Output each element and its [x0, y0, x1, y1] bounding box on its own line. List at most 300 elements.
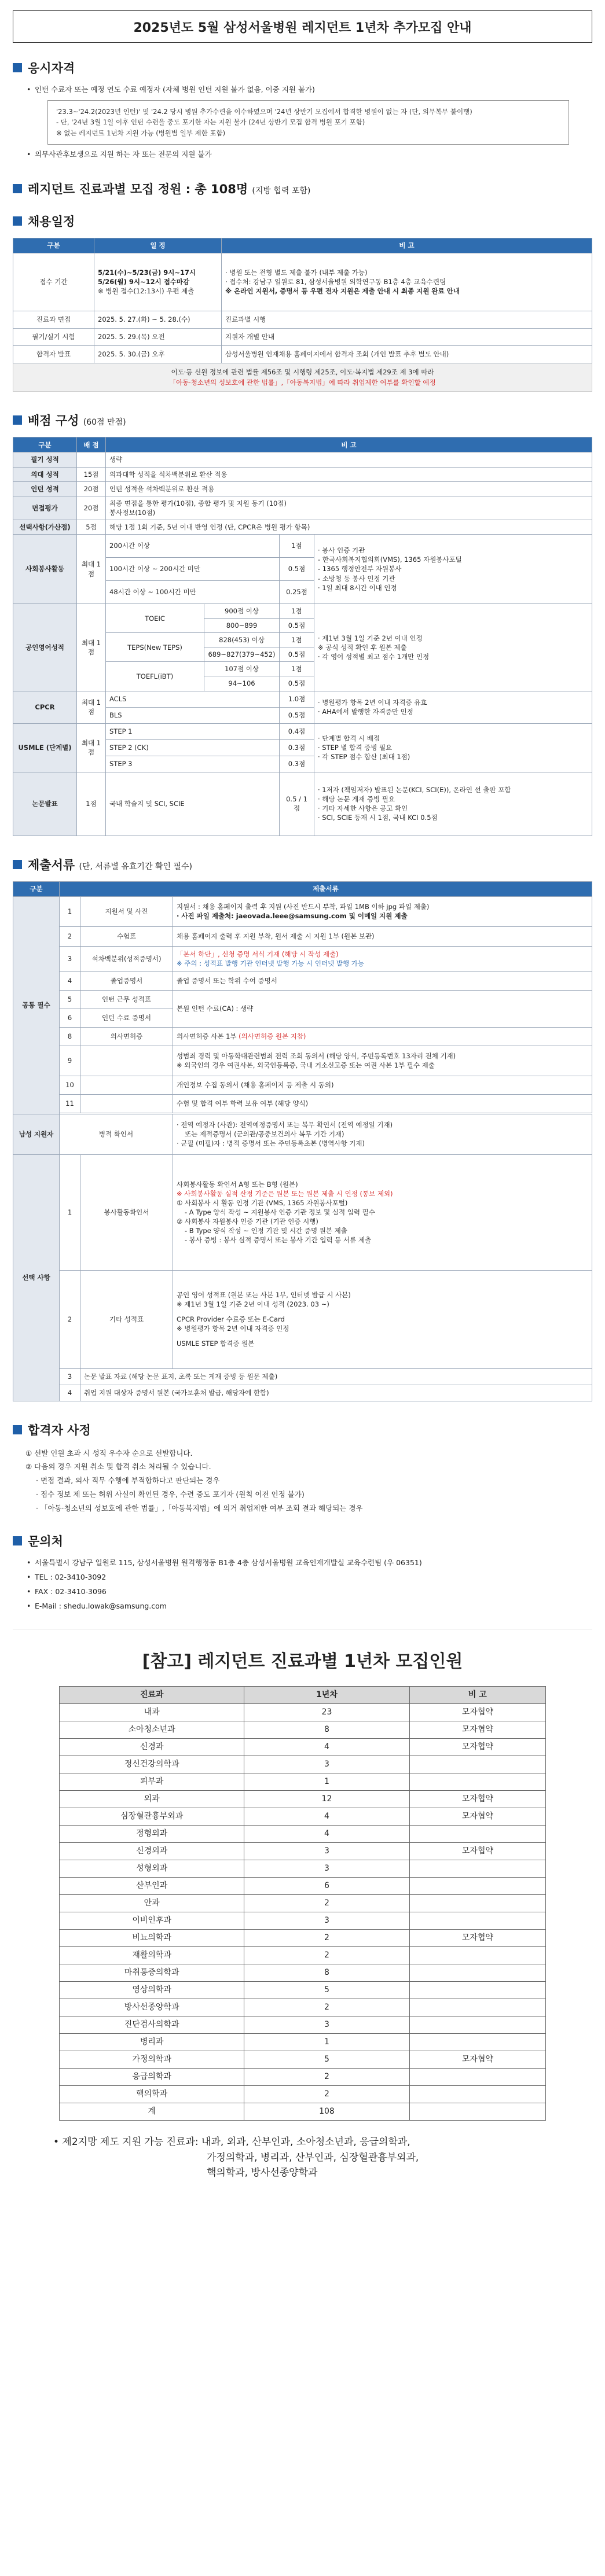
note-line: · 1저자 (책임저자) 발표된 논문(KCI, SCI(E)), 온라인 선 출판 포함 — [318, 785, 511, 794]
table-row — [60, 2103, 546, 2121]
test-name: TOEFL(iBT) — [106, 662, 204, 691]
row-date — [94, 253, 222, 311]
table-header: 구분 — [13, 437, 77, 452]
selection-line: ① 선발 인원 초과 시 성적 우수자 순으로 선발합니다. — [25, 1448, 193, 1458]
criteria: 200시간 이상 — [106, 535, 280, 558]
dept-name: 응급의학과 — [60, 2069, 244, 2086]
gap — [177, 1309, 588, 1315]
table-row — [13, 1270, 592, 1368]
table-row — [60, 1999, 546, 2016]
table-row — [13, 896, 592, 926]
detail-line: - 봉사 증빙 : 봉사 실적 증명서 또는 봉사 기간 입력 등 서류 제출 — [185, 1236, 372, 1245]
table-row — [60, 2069, 546, 2086]
table-row — [13, 990, 592, 1009]
detail-line: 공인 영어 성적표 (원본 또는 사본 1부, 인터넷 발급 시 사본) — [177, 1290, 351, 1299]
item-number: 2 — [60, 1270, 80, 1368]
item-title: 석차백분위(성적증명서) — [80, 946, 173, 971]
item-detail: 논문 발표 자료 (해당 논문 표지, 초록 또는 게재 증빙 등 원문 제출) — [80, 1368, 592, 1385]
row-label: 진료과 면접 — [13, 311, 94, 328]
scoring-note: (60점 만점) — [83, 418, 126, 428]
remark — [409, 1756, 545, 1773]
row-note: 의과대학 성적을 석차백분위로 환산 적용 — [106, 467, 592, 481]
row-label: 합격자 발표 — [13, 345, 94, 363]
detail-line: ※ 병원평가 항목 2년 이내 자격증 인정 — [177, 1324, 289, 1333]
first-year-count: 3 — [244, 2016, 410, 2034]
remark — [409, 2034, 545, 2051]
row-note: 생략 — [106, 452, 592, 467]
row-note: 인턴 성적을 석차백분위로 환산 적용 — [106, 481, 592, 496]
first-year-count: 108 — [244, 2103, 410, 2121]
item-number: 6 — [60, 1009, 80, 1027]
row-note: 지원자 개별 안내 — [222, 328, 592, 345]
section-title: 합격자 사정 — [28, 1423, 91, 1437]
table-row — [60, 1843, 546, 1860]
points: 1점 — [280, 604, 314, 619]
table-header: 구분 — [13, 881, 60, 896]
table-row — [60, 1773, 546, 1791]
item-detail: 개인정보 수집 동의서 (채용 홈페이지 등 제출 시 동의) — [173, 1076, 592, 1094]
first-year-count: 3 — [244, 1860, 410, 1878]
dept-name: 내과 — [60, 1704, 244, 1721]
note-line: · 접수처: 강남구 일원로 81, 삼성서울병원 의학연구동 B1층 4층 교육수련팀 — [225, 278, 446, 286]
detail-line: - B Type 양식 작성 ~ 인정 기관 및 시간 증명 원본 제출 — [185, 1227, 347, 1235]
table-row — [13, 253, 592, 311]
remark — [409, 1947, 545, 1964]
section-quota — [13, 180, 592, 197]
dept-name: 재활의학과 — [60, 1947, 244, 1964]
dept-name: 핵의학과 — [60, 2086, 244, 2103]
square-bullet-icon — [13, 184, 22, 193]
table-header: 배 점 — [77, 437, 106, 452]
scoring-title: 배점 구성 — [28, 414, 79, 428]
section-title — [28, 411, 126, 429]
points: 1점 — [280, 633, 314, 647]
dept-name: 마취통증의학과 — [60, 1964, 244, 1982]
square-bullet-icon — [13, 63, 22, 72]
row-label: 면접평가 — [13, 496, 77, 520]
table-header: 비 고 — [222, 238, 592, 253]
table-row — [13, 520, 592, 534]
table-row — [13, 1385, 592, 1401]
row-note — [314, 723, 592, 772]
box-line: '23.3~'24.2(2023년 인턴)' 및 '24.2 당시 병원 추가수련을 이수하였으며 '24년 상반기 모집에서 합격한 병원이 없는 자 (단, 의무복무 불이행) — [56, 107, 472, 116]
row-score: 최대 1점 — [77, 535, 106, 604]
row-note — [314, 691, 592, 723]
dept-name: 산부인과 — [60, 1878, 244, 1895]
eligibility-list-2 — [13, 149, 592, 160]
criteria: STEP 3 — [106, 756, 280, 772]
criteria: 900점 이상 — [204, 604, 280, 619]
item-detail — [173, 1154, 592, 1270]
remark — [409, 1964, 545, 1982]
item-detail — [173, 896, 592, 926]
row-score: 최대 1점 — [77, 604, 106, 691]
table-row — [60, 1860, 546, 1878]
note-line: · 1일 최대 8시간 이내 인정 — [318, 583, 397, 592]
table-row — [60, 1895, 546, 1912]
detail-line: 성범죄 경력 및 아동학대관련범죄 전력 조회 동의서 (해당 양식, 주민등록번호 13자리 전체 기재) — [177, 1051, 456, 1060]
row-note: 삼성서울병원 인재채용 홈페이지에서 합격자 조회 (개인 발표 추후 별도 안내) — [222, 345, 592, 363]
selection-line: · 「아동·청소년의 성보호에 관한 법률」,「아동복지법」에 의거 취업제한 여부 조회 결과 해당되는 경우 — [36, 1503, 363, 1513]
item-detail: 수험 및 합격 여부 학력 보유 여부 (해당 양식) — [173, 1094, 592, 1113]
detail-line: ※ 제1년 3월 1일 기준 2년 이내 성적 (2023. 03 ~) — [177, 1300, 329, 1308]
item-title — [80, 1094, 173, 1113]
points: 0.5점 — [280, 707, 314, 723]
note-line: · 기타 자세한 사항은 공고 확인 — [318, 804, 408, 813]
table-row — [60, 1947, 546, 1964]
criteria: STEP 1 — [106, 723, 280, 739]
remark — [409, 1999, 545, 2016]
points: 0.5점 — [280, 676, 314, 691]
row-label: CPCR — [13, 691, 77, 723]
table-row — [13, 1046, 592, 1076]
dept-name: 피부과 — [60, 1773, 244, 1791]
selection-line: · 접수 정보 제 또는 허위 사실이 확인된 경우, 수련 중도 포기자 (원칙 이전 인정 불가) — [36, 1489, 305, 1499]
detail-line: · 군필 (미필)자 : 병적 증명서 또는 주민등록초본 (병역사항 기재) — [177, 1139, 365, 1148]
detail-line: CPCR Provider 수료증 또는 E-Card — [177, 1315, 285, 1324]
table-row — [13, 345, 592, 363]
square-bullet-icon — [13, 1536, 22, 1545]
table-row — [13, 723, 592, 739]
note-line: · 각 영어 성적별 최고 점수 1개만 인정 — [318, 652, 430, 661]
foot-line: 가정의학과, 병리과, 산부인과, 심장혈관흉부외과, — [207, 2151, 419, 2163]
dept-name: 이비인후과 — [60, 1912, 244, 1930]
contact-fax: • FAX : 02-3410-3096 — [27, 1587, 592, 1598]
table-header: 구분 — [13, 238, 94, 253]
criteria: 689~827(379~452) — [204, 647, 280, 662]
dept-name: 정형외과 — [60, 1826, 244, 1843]
dept-name: 방사선종양학과 — [60, 1999, 244, 2016]
table-row — [60, 1739, 546, 1756]
item-number: 11 — [60, 1094, 80, 1113]
row-label: 논문발표 — [13, 772, 77, 836]
remark — [409, 2103, 545, 2121]
note-line: · 각 STEP 점수 합산 (최대 1점) — [318, 753, 410, 761]
group-label: 공통 필수 — [13, 896, 60, 1114]
box-line: - 단, '24년 3월 1일 이후 인턴 수련을 중도 포기한 자는 지원 불가 (24년 상반기 모집 합격 병원 포기 포함) — [56, 118, 365, 127]
row-score: 20점 — [77, 496, 106, 520]
table-row — [13, 328, 592, 345]
item-number: 1 — [60, 896, 80, 926]
documents-table — [13, 881, 592, 1401]
dept-name: 성형외과 — [60, 1860, 244, 1878]
schedule-note — [13, 363, 592, 392]
note-line: ※ 온라인 지원서, 증명서 등 우편 전자 지원은 제출 안내 시 최종 지원 완료 안내 — [225, 287, 460, 296]
note-line: · 병원평가 항목 2년 이내 자격증 유효 — [318, 698, 427, 706]
first-year-count: 2 — [244, 1999, 410, 2016]
table-row — [60, 2086, 546, 2103]
detail-line: ※ 주의 : 성적표 발행 기관 인터넷 발행 가능 시 인터넷 발행 가능 — [177, 959, 364, 968]
item-number: 1 — [60, 1154, 80, 1270]
row-label: USMLE (단계별) — [13, 723, 77, 772]
points: 1점 — [280, 535, 314, 558]
item-title: 졸업증명서 — [80, 971, 173, 990]
criteria: 48시간 이상 ~ 100시간 미만 — [106, 581, 280, 604]
detail-line: (의사면허증 원본 지참) — [239, 1032, 306, 1041]
first-year-count: 3 — [244, 1912, 410, 1930]
dept-name: 가정의학과 — [60, 2051, 244, 2069]
item-detail — [173, 946, 592, 971]
section-title: 문의처 — [28, 1534, 63, 1549]
dept-name: 소아청소년과 — [60, 1721, 244, 1739]
reference-body — [60, 1704, 546, 2121]
first-year-count: 1 — [244, 1773, 410, 1791]
note-line: - 소방청 등 봉사 인정 기관 — [318, 574, 395, 583]
gap — [177, 1333, 588, 1339]
criteria: STEP 2 (CK) — [106, 739, 280, 756]
table-row — [60, 1878, 546, 1895]
item-number: 4 — [60, 1385, 80, 1401]
row-label: 인턴 성적 — [13, 481, 77, 496]
dept-name: 신경과 — [60, 1739, 244, 1756]
reference-title: [참고] 레지던트 진료과별 1년차 모집인원 — [142, 1651, 463, 1672]
foot-line: 핵의학과, 방사선종양학과 — [207, 2167, 318, 2179]
remark — [409, 2016, 545, 2034]
reference-table-wrap — [13, 1686, 592, 2121]
table-header: 일 정 — [94, 238, 222, 253]
date-line: 5/21(수)~5/23(금) 9시~17시 — [98, 268, 196, 277]
note-line: · STEP 별 합격 증빙 필요 — [318, 744, 393, 752]
detail-line: ② 사회봉사 자원봉사 인증 기관 (기관 인증 시행) — [177, 1217, 318, 1226]
first-year-count: 1 — [244, 2034, 410, 2051]
note-line: - 1365 행정안전부 자원봉사 — [318, 565, 402, 573]
reference-table — [59, 1686, 546, 2121]
note-line: · 병원 또는 전형 별도 제출 불가 (내부 제출 가능) — [225, 268, 368, 277]
item-detail: 취업 지원 대상자 증명서 원본 (국가보훈처 발급, 해당자에 한함) — [80, 1385, 592, 1401]
table-row — [60, 2051, 546, 2069]
dept-name: 진단검사의학과 — [60, 2016, 244, 2034]
dept-name: 병리과 — [60, 2034, 244, 2051]
remark — [409, 2086, 545, 2103]
detail-line: - A Type 양식 작성 ~ 지원봉사 인증 기관 정보 및 실적 입력 필수 — [185, 1208, 375, 1217]
row-date: 2025. 5. 27.(화) ~ 5. 28.(수) — [94, 311, 222, 328]
section-schedule — [13, 212, 592, 230]
table-row — [60, 1826, 546, 1843]
criteria: 800~899 — [204, 619, 280, 633]
note-line: · SCI, SCIE 등재 시 1점, 국내 KCI 0.5점 — [318, 814, 438, 822]
row-score: 최대 1점 — [77, 691, 106, 723]
note-line: 「아동·청소년의 성보호에 관한 법률」,「아동복지법」에 따라 취업제한 여부를 확인할 예정 — [169, 378, 436, 387]
first-year-count: 5 — [244, 1982, 410, 1999]
table-row — [13, 535, 592, 558]
note-line: ※ 공식 성적 확인 후 원본 제출 — [318, 643, 407, 652]
points: 0.5 / 1점 — [280, 772, 314, 836]
table-row — [13, 1027, 592, 1046]
item-detail: 채용 홈페이지 출력 후 지원 부착, 원서 제출 시 지원 1부 (원본 보관) — [173, 926, 592, 946]
remark: 모자협약 — [409, 2051, 545, 2069]
detail-line: 사회봉사활동 확인서 A형 또는 B형 (원본) — [177, 1180, 298, 1188]
dept-name: 신경외과 — [60, 1843, 244, 1860]
first-year-count: 2 — [244, 2086, 410, 2103]
points: 1점 — [280, 662, 314, 676]
item-title: 지원서 및 사진 — [80, 896, 173, 926]
points: 0.4점 — [280, 723, 314, 739]
table-row — [60, 2016, 546, 2034]
page-title: 2025년도 5월 삼성서울병원 레지던트 1년차 추가모집 안내 — [13, 10, 592, 43]
detail-line: ※ 외국인의 경우 여권사본, 외국인등록증, 국내 거소신고증 또는 여권 사본 1부 필수 제출 — [177, 1061, 435, 1070]
criteria: 100시간 이상 ~ 200시간 미만 — [106, 558, 280, 581]
detail-line: 「본서 하단」, 신청 증명 서식 기재 (해당 시 작성 제출) — [177, 950, 339, 958]
table-row — [60, 1756, 546, 1773]
table-row — [13, 1076, 592, 1094]
remark: 모자협약 — [409, 1739, 545, 1756]
remark: 모자협약 — [409, 1704, 545, 1721]
table-row — [13, 691, 592, 707]
table-row — [60, 1721, 546, 1739]
criteria: BLS — [106, 707, 280, 723]
eligibility-item: • 인턴 수료자 또는 예정 연도 수료 예정자 (자체 병원 인턴 지원 불가 없음, 이중 지원 불가) — [27, 84, 592, 95]
first-year-count: 8 — [244, 1964, 410, 1982]
item-detail — [173, 1114, 592, 1154]
remark: 모자협약 — [409, 1808, 545, 1826]
row-date: 2025. 5. 30.(금) 오후 — [94, 345, 222, 363]
table-row — [60, 1930, 546, 1947]
table-row — [60, 1704, 546, 1721]
detail-line: · 사진 파일 제출처: jaeovada.leee@samsung.com 및 이메일 지원 제출 — [177, 912, 408, 921]
table-row — [13, 1114, 592, 1154]
remark: 모자협약 — [409, 1721, 545, 1739]
item-detail: 본원 인턴 수료(CA) : 생략 — [173, 990, 592, 1027]
section-title: 채용일정 — [28, 214, 75, 229]
criteria: 국내 학술지 및 SCI, SCIE — [106, 772, 280, 836]
dept-name: 정신건강의학과 — [60, 1756, 244, 1773]
remark: 모자협약 — [409, 1930, 545, 1947]
table-header: 비 고 — [409, 1687, 545, 1704]
table-row — [13, 1094, 592, 1113]
section-contact — [13, 1532, 592, 1550]
first-year-count: 4 — [244, 1826, 410, 1843]
detail-line: 의사면허증 사본 1부 — [177, 1032, 237, 1041]
item-detail — [173, 1046, 592, 1076]
item-title: 수험표 — [80, 926, 173, 946]
points: 1.0점 — [280, 691, 314, 707]
item-number: 4 — [60, 971, 80, 990]
section-eligibility — [13, 59, 592, 76]
documents-note: (단, 서류별 유효기간 확인 필수) — [79, 862, 192, 871]
first-year-count: 8 — [244, 1721, 410, 1739]
row-label: 공인영어성적 — [13, 604, 77, 691]
contact-tel: • TEL : 02-3410-3092 — [27, 1572, 592, 1583]
remark — [409, 1878, 545, 1895]
remark — [409, 1826, 545, 1843]
row-note — [314, 772, 592, 836]
item-title: 병적 확인서 — [60, 1114, 173, 1154]
item-number: 8 — [60, 1027, 80, 1046]
dept-name: 비뇨의학과 — [60, 1930, 244, 1947]
first-year-count: 23 — [244, 1704, 410, 1721]
item-number: 9 — [60, 1046, 80, 1076]
remark — [409, 1982, 545, 1999]
remark — [409, 1860, 545, 1878]
contact-list — [13, 1558, 592, 1611]
points: 0.3점 — [280, 739, 314, 756]
table-row — [13, 496, 592, 520]
row-note — [222, 253, 592, 311]
item-title: 의사면허증 — [80, 1027, 173, 1046]
row-label: 의대 성적 — [13, 467, 77, 481]
test-name: TOEIC — [106, 604, 204, 633]
row-score: 15점 — [77, 467, 106, 481]
table-row — [13, 946, 592, 971]
note-line: · 제1년 3월 1일 기준 2년 이내 인정 — [318, 634, 423, 642]
row-label: 선택사항(가산점) — [13, 520, 77, 534]
detail-line: 지원서 : 채용 홈페이지 출력 후 지원 (사진 반드시 부착, 파일 1MB 이하 jpg 파일 제출) — [177, 902, 430, 911]
row-note — [106, 496, 592, 520]
item-number: 5 — [60, 990, 80, 1009]
item-number: 10 — [60, 1076, 80, 1094]
item-number: 3 — [60, 1368, 80, 1385]
note-line: · 봉사 인증 기관 — [318, 546, 365, 555]
table-row — [13, 604, 592, 619]
detail-line: · 전역 예정자 (사관): 전역예정증명서 또는 복무 확인서 (전역 예정일 기재) — [177, 1120, 393, 1129]
item-title: 인턴 수료 증명서 — [80, 1009, 173, 1027]
item-detail: 졸업 증명서 또는 학위 수여 증명서 — [173, 971, 592, 990]
dept-name: 안과 — [60, 1895, 244, 1912]
contact-email[interactable]: • E-Mail : shedu.lowak@samsung.com — [27, 1601, 592, 1612]
item-title — [80, 1046, 173, 1076]
detail-line: ※ 사회봉사활동 실적 산정 기준은 원본 또는 원본 제출 시 인정 (통보 제외) — [177, 1189, 393, 1198]
item-number: 2 — [60, 926, 80, 946]
documents-title: 제출서류 — [28, 858, 75, 872]
row-score — [77, 452, 106, 467]
square-bullet-icon — [13, 415, 22, 425]
schedule-table — [13, 238, 592, 363]
selection-list — [13, 1447, 592, 1515]
contact-address: • 서울특별시 강남구 일원로 115, 삼성서울병원 원격행정동 B1층 4층 삼성서울병원 교육인재개발실 교육수련팀 (우 06351) — [27, 1558, 592, 1569]
selection-line: ② 다음의 경우 지원 취소 및 합격 취소 처리될 수 있습니다. — [25, 1462, 211, 1471]
table-row — [60, 1982, 546, 1999]
table-header: 1년차 — [244, 1687, 410, 1704]
criteria: 107점 이상 — [204, 662, 280, 676]
item-number: 3 — [60, 946, 80, 971]
row-note: 진료과별 시행 — [222, 311, 592, 328]
table-row — [13, 467, 592, 481]
row-score: 20점 — [77, 481, 106, 496]
remark: 모자협약 — [409, 1791, 545, 1808]
table-row — [13, 1154, 592, 1270]
criteria: 828(453) 이상 — [204, 633, 280, 647]
table-row — [13, 481, 592, 496]
section-scoring — [13, 411, 592, 429]
section-selection — [13, 1421, 592, 1438]
group-label: 선택 사항 — [13, 1154, 60, 1401]
date-line: 5/26(월) 9시~12시 접수마감 — [98, 278, 190, 286]
first-year-count: 3 — [244, 1843, 410, 1860]
second-choice-note — [53, 2135, 592, 2180]
table-row — [13, 1368, 592, 1385]
first-year-count: 4 — [244, 1808, 410, 1826]
points: 0.5점 — [280, 558, 314, 581]
note-line: 봉사정보(10점) — [109, 508, 156, 517]
row-label: 접수 기간 — [13, 253, 94, 311]
table-header: 진료과 — [60, 1687, 244, 1704]
section-title — [28, 180, 310, 197]
quota-note: (지방 협력 포함) — [252, 186, 311, 196]
square-bullet-icon — [13, 860, 22, 869]
row-note: 해당 1점 1회 기준, 5년 이내 반영 인정 (단, CPCR은 병원 평가 항목) — [106, 520, 592, 534]
section-documents — [13, 856, 592, 873]
dept-name: 영상의학과 — [60, 1982, 244, 1999]
row-score: 5점 — [77, 520, 106, 534]
scoring-table — [13, 437, 592, 836]
row-note — [314, 604, 592, 691]
first-year-count: 2 — [244, 1947, 410, 1964]
remark — [409, 1912, 545, 1930]
row-label: 필기 성적 — [13, 452, 77, 467]
item-title: 인턴 근무 성적표 — [80, 990, 173, 1009]
eligibility-list — [13, 84, 592, 95]
table-row — [60, 1791, 546, 1808]
